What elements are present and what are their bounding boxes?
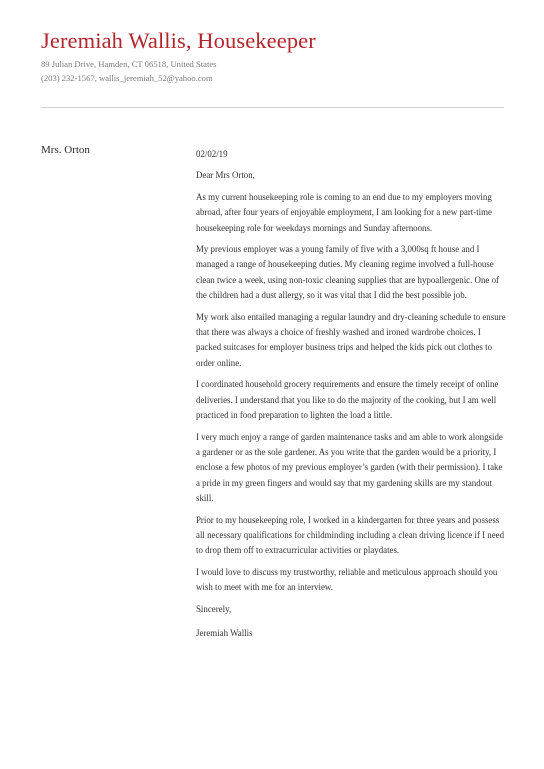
header-divider — [41, 107, 504, 108]
sender-address: 89 Julian Drive, Hamden, CT 06518, United States — [41, 59, 217, 69]
letter-paragraph: I would love to discuss my trustworthy, reliable and meticulous approach should you wish to meet with me for an interview. — [196, 566, 498, 593]
letter-closing: Sincerely, — [196, 603, 232, 614]
letter-paragraph: I very much enjoy a range of garden maintenance tasks and am able to work alongside a gardener or as the sole gardener. As you write that the garden would be a priority, I enclose a few photos of my previous employer’s garden (with their permission). I take a pride in my green fingers and would say that my gardening skills are my standout skill. — [196, 431, 503, 504]
letter-paragraph: Prior to my housekeeping role, I worked in a kindergarten for three years and possess all necessary qualifications for childminding including a clean driving licence if I need to drop them off to extracurricular activities or playdates. — [196, 514, 505, 556]
letter-paragraph: As my current housekeeping role is coming to an end due to my employers moving abroad, after four years of enjoyable employment, I am looking for a new part-time housekeeping role for weekdays mornings and Sunday afternoons. — [196, 191, 492, 233]
sender-name: Jeremiah Wallis, Housekeeper — [41, 28, 316, 53]
sender-phone-email: (203) 232-1567, wallis_jeremiah_52@yahoo.com — [41, 73, 213, 83]
letter-salutation: Dear Mrs Orton, — [196, 170, 255, 181]
letter-signature: Jeremiah Wallis — [196, 627, 253, 638]
letter-header — [41, 28, 504, 85]
letter-paragraph: My previous employer was a young family of five with a 3,000sq ft house and I managed a range of housekeeping duties. My cleaning regime involved a full-house clean twice a week, using non-toxic cleaning supplies that are hypoallergenic. One of the children had a dust allergy, so it was vital that I did the best possible job. — [196, 244, 499, 301]
recipient-name: Mrs. Orton — [41, 144, 90, 156]
letter-paragraph: I coordinated household grocery requirements and ensure the timely receipt of online deliveries. I understand that you like to do the majority of the cooking, but I am well practiced in food preparation to lighten the load a little. — [196, 379, 499, 421]
letter-paragraph: My work also entailed managing a regular laundry and dry-cleaning schedule to ensure that there was always a choice of freshly washed and ironed wardrobe choices. I packed suitcases for employer business trips and helped the kids pick out clothes to order online. — [196, 311, 506, 368]
letter-body — [196, 147, 508, 641]
letter-date: 02/02/19 — [196, 149, 228, 159]
